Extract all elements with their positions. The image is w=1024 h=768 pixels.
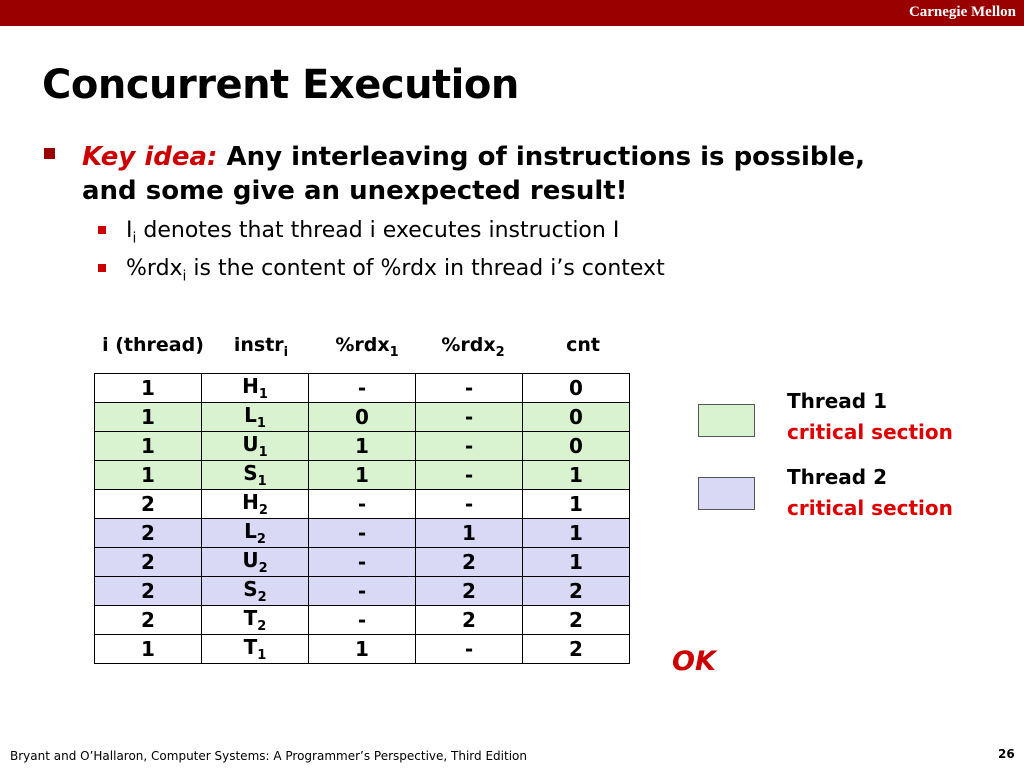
cell-instr-value: L <box>244 519 257 543</box>
cell-thread <box>95 432 202 461</box>
cell-instr-subscript: 1 <box>256 416 266 431</box>
sub-bullet-1 <box>126 218 619 246</box>
cell-instr-subscript: 2 <box>257 590 267 605</box>
cell-cnt-value: 2 <box>569 579 583 603</box>
execution-table <box>94 373 630 664</box>
column-header-rdx1-label: %rdx <box>335 334 390 356</box>
column-header-thread-label: i (thread) <box>102 334 204 356</box>
cell-rdx2 <box>416 548 523 577</box>
cell-instr <box>202 432 309 461</box>
cell-thread-value: 2 <box>141 521 155 545</box>
cell-cnt-value: 1 <box>569 492 583 516</box>
key-idea-label: Key idea: <box>82 142 218 172</box>
cell-rdx1 <box>309 461 416 490</box>
cell-rdx2 <box>416 490 523 519</box>
cell-rdx1 <box>309 374 416 403</box>
legend-thread2-title: Thread 2 <box>787 465 887 489</box>
cell-instr-value: U <box>242 432 259 456</box>
cell-instr-value: S <box>243 461 258 485</box>
sub-bullet-1-sub: i <box>132 230 137 247</box>
column-header-rdx1-sub: 1 <box>389 344 399 360</box>
cell-thread <box>95 606 202 635</box>
column-header-cnt <box>530 334 636 356</box>
cell-instr-value: H <box>242 490 259 514</box>
column-header-cnt-label: cnt <box>566 334 600 356</box>
cell-rdx2 <box>416 461 523 490</box>
cell-cnt <box>523 577 630 606</box>
cell-thread <box>95 577 202 606</box>
cell-instr <box>202 577 309 606</box>
cell-cnt <box>523 519 630 548</box>
cell-cnt-value: 0 <box>569 405 583 429</box>
legend-thread1 <box>787 386 953 448</box>
cell-rdx2-value: 2 <box>462 550 476 574</box>
cell-rdx1 <box>309 606 416 635</box>
cell-rdx1-value: - <box>357 550 367 574</box>
cell-rdx1 <box>309 403 416 432</box>
cell-cnt-value: 1 <box>569 550 583 574</box>
legend-swatch-thread1 <box>698 404 755 437</box>
sub-bullet-2-sub: i <box>182 268 187 285</box>
cell-thread-value: 1 <box>141 434 155 458</box>
column-header-rdx2 <box>420 334 526 360</box>
execution-table-body <box>95 374 630 664</box>
cell-cnt <box>523 548 630 577</box>
cell-thread <box>95 403 202 432</box>
cell-instr <box>202 461 309 490</box>
sub-bullet-2-base: %rdx <box>126 256 183 281</box>
column-header-rdx1 <box>314 334 420 360</box>
cell-rdx2-value: - <box>464 376 474 400</box>
legend-thread2 <box>787 462 953 524</box>
column-header-instr-sub: i <box>283 344 289 360</box>
cell-rdx2-value: 1 <box>462 521 476 545</box>
cell-rdx2-value: - <box>464 637 474 661</box>
cell-cnt-value: 1 <box>569 463 583 487</box>
cell-rdx1-value: 1 <box>355 434 369 458</box>
brand-label: Carnegie Mellon <box>908 4 1016 20</box>
cell-cnt-value: 2 <box>569 637 583 661</box>
cell-instr-subscript: 2 <box>258 503 268 518</box>
slide-title: Concurrent Execution <box>42 62 519 108</box>
cell-rdx2-value: - <box>464 405 474 429</box>
cell-cnt <box>523 606 630 635</box>
legend-thread2-subtitle: critical section <box>787 496 953 520</box>
cell-rdx1-value: - <box>357 608 367 632</box>
table-row <box>95 606 630 635</box>
cell-cnt-value: 0 <box>569 376 583 400</box>
sub-bullet-1-text: denotes that thread i executes instruction I <box>136 218 620 243</box>
table-row <box>95 403 630 432</box>
column-header-rdx2-sub: 2 <box>495 344 505 360</box>
cell-instr <box>202 606 309 635</box>
cell-thread <box>95 461 202 490</box>
cell-instr <box>202 548 309 577</box>
cell-thread-value: 2 <box>141 608 155 632</box>
cell-rdx2 <box>416 635 523 664</box>
cell-rdx2 <box>416 403 523 432</box>
legend-thread1-title: Thread 1 <box>787 389 887 413</box>
cell-cnt <box>523 432 630 461</box>
page-number: 26 <box>998 747 1015 761</box>
cell-instr <box>202 490 309 519</box>
cell-thread <box>95 548 202 577</box>
cell-instr <box>202 519 309 548</box>
cell-thread-value: 1 <box>141 463 155 487</box>
cell-rdx1 <box>309 432 416 461</box>
cell-thread-value: 2 <box>141 492 155 516</box>
cell-thread <box>95 490 202 519</box>
cell-instr <box>202 635 309 664</box>
cell-instr <box>202 374 309 403</box>
cell-thread-value: 1 <box>141 637 155 661</box>
cell-rdx2-value: - <box>464 463 474 487</box>
table-row <box>95 577 630 606</box>
cell-instr-subscript: 1 <box>257 474 267 489</box>
sub-bullet-icon <box>98 264 106 272</box>
cell-rdx2 <box>416 577 523 606</box>
cell-instr-value: U <box>242 548 259 572</box>
cell-rdx1-value: - <box>357 579 367 603</box>
cell-thread-value: 1 <box>141 405 155 429</box>
table-row <box>95 548 630 577</box>
cell-rdx1-value: 1 <box>355 463 369 487</box>
table-row <box>95 519 630 548</box>
column-header-instr-label: instr <box>233 334 284 356</box>
key-idea-line2: and some give an unexpected result! <box>82 176 628 206</box>
cell-rdx1 <box>309 548 416 577</box>
key-idea-text <box>82 140 872 208</box>
cell-instr-subscript: 2 <box>256 532 266 547</box>
cell-thread <box>95 374 202 403</box>
cell-instr-value: T <box>243 635 258 659</box>
legend-thread1-subtitle: critical section <box>787 420 953 444</box>
cell-cnt <box>523 490 630 519</box>
table-row <box>95 374 630 403</box>
cell-rdx1-value: 0 <box>355 405 369 429</box>
cell-thread <box>95 635 202 664</box>
cell-cnt <box>523 374 630 403</box>
cell-instr-value: T <box>243 606 258 630</box>
table-row <box>95 635 630 664</box>
cell-thread-value: 2 <box>141 550 155 574</box>
sub-bullet-2-text: is the content of %rdx in thread i’s context <box>186 256 665 281</box>
cell-instr-value: H <box>242 374 259 398</box>
cell-rdx2-value: - <box>464 492 474 516</box>
cell-thread-value: 2 <box>141 579 155 603</box>
cell-rdx1 <box>309 635 416 664</box>
table-row <box>95 461 630 490</box>
cell-rdx2-value: 2 <box>462 579 476 603</box>
cell-rdx2 <box>416 519 523 548</box>
cell-thread <box>95 519 202 548</box>
column-header-rdx2-label: %rdx <box>441 334 496 356</box>
cell-cnt-value: 2 <box>569 608 583 632</box>
result-label: OK <box>672 646 716 677</box>
header-bar <box>0 0 1024 26</box>
sub-bullet-icon <box>98 226 106 234</box>
table-row <box>95 490 630 519</box>
footer-citation: Bryant and O’Hallaron, Computer Systems: A Programmer’s Perspective, Third Edition <box>10 749 527 763</box>
key-idea-line1: Any interleaving of instructions is possible, <box>226 142 865 172</box>
sub-bullet-2 <box>126 256 665 284</box>
cell-rdx1-value: - <box>357 376 367 400</box>
cell-instr-subscript: 1 <box>258 387 268 402</box>
cell-cnt-value: 1 <box>569 521 583 545</box>
cell-rdx1-value: 1 <box>355 637 369 661</box>
cell-instr-subscript: 2 <box>257 619 267 634</box>
cell-cnt <box>523 403 630 432</box>
sub-bullet-1-base: I <box>126 218 133 243</box>
bullet-square-icon <box>44 148 55 159</box>
cell-instr-value: L <box>244 403 257 427</box>
cell-cnt <box>523 461 630 490</box>
cell-instr <box>202 403 309 432</box>
cell-cnt-value: 0 <box>569 434 583 458</box>
cell-rdx1 <box>309 577 416 606</box>
column-header-instr <box>208 334 314 360</box>
column-header-thread <box>94 334 212 356</box>
cell-rdx1-value: - <box>357 521 367 545</box>
cell-thread-value: 1 <box>141 376 155 400</box>
cell-rdx2-value: - <box>464 434 474 458</box>
cell-instr-value: S <box>243 577 258 601</box>
cell-rdx2 <box>416 374 523 403</box>
cell-cnt <box>523 635 630 664</box>
cell-rdx1 <box>309 490 416 519</box>
cell-rdx2 <box>416 432 523 461</box>
cell-rdx1 <box>309 519 416 548</box>
cell-rdx1-value: - <box>357 492 367 516</box>
cell-rdx2 <box>416 606 523 635</box>
table-row <box>95 432 630 461</box>
cell-instr-subscript: 2 <box>258 561 268 576</box>
legend-swatch-thread2 <box>698 477 755 510</box>
cell-instr-subscript: 1 <box>257 648 267 663</box>
cell-rdx2-value: 2 <box>462 608 476 632</box>
cell-instr-subscript: 1 <box>258 445 268 460</box>
